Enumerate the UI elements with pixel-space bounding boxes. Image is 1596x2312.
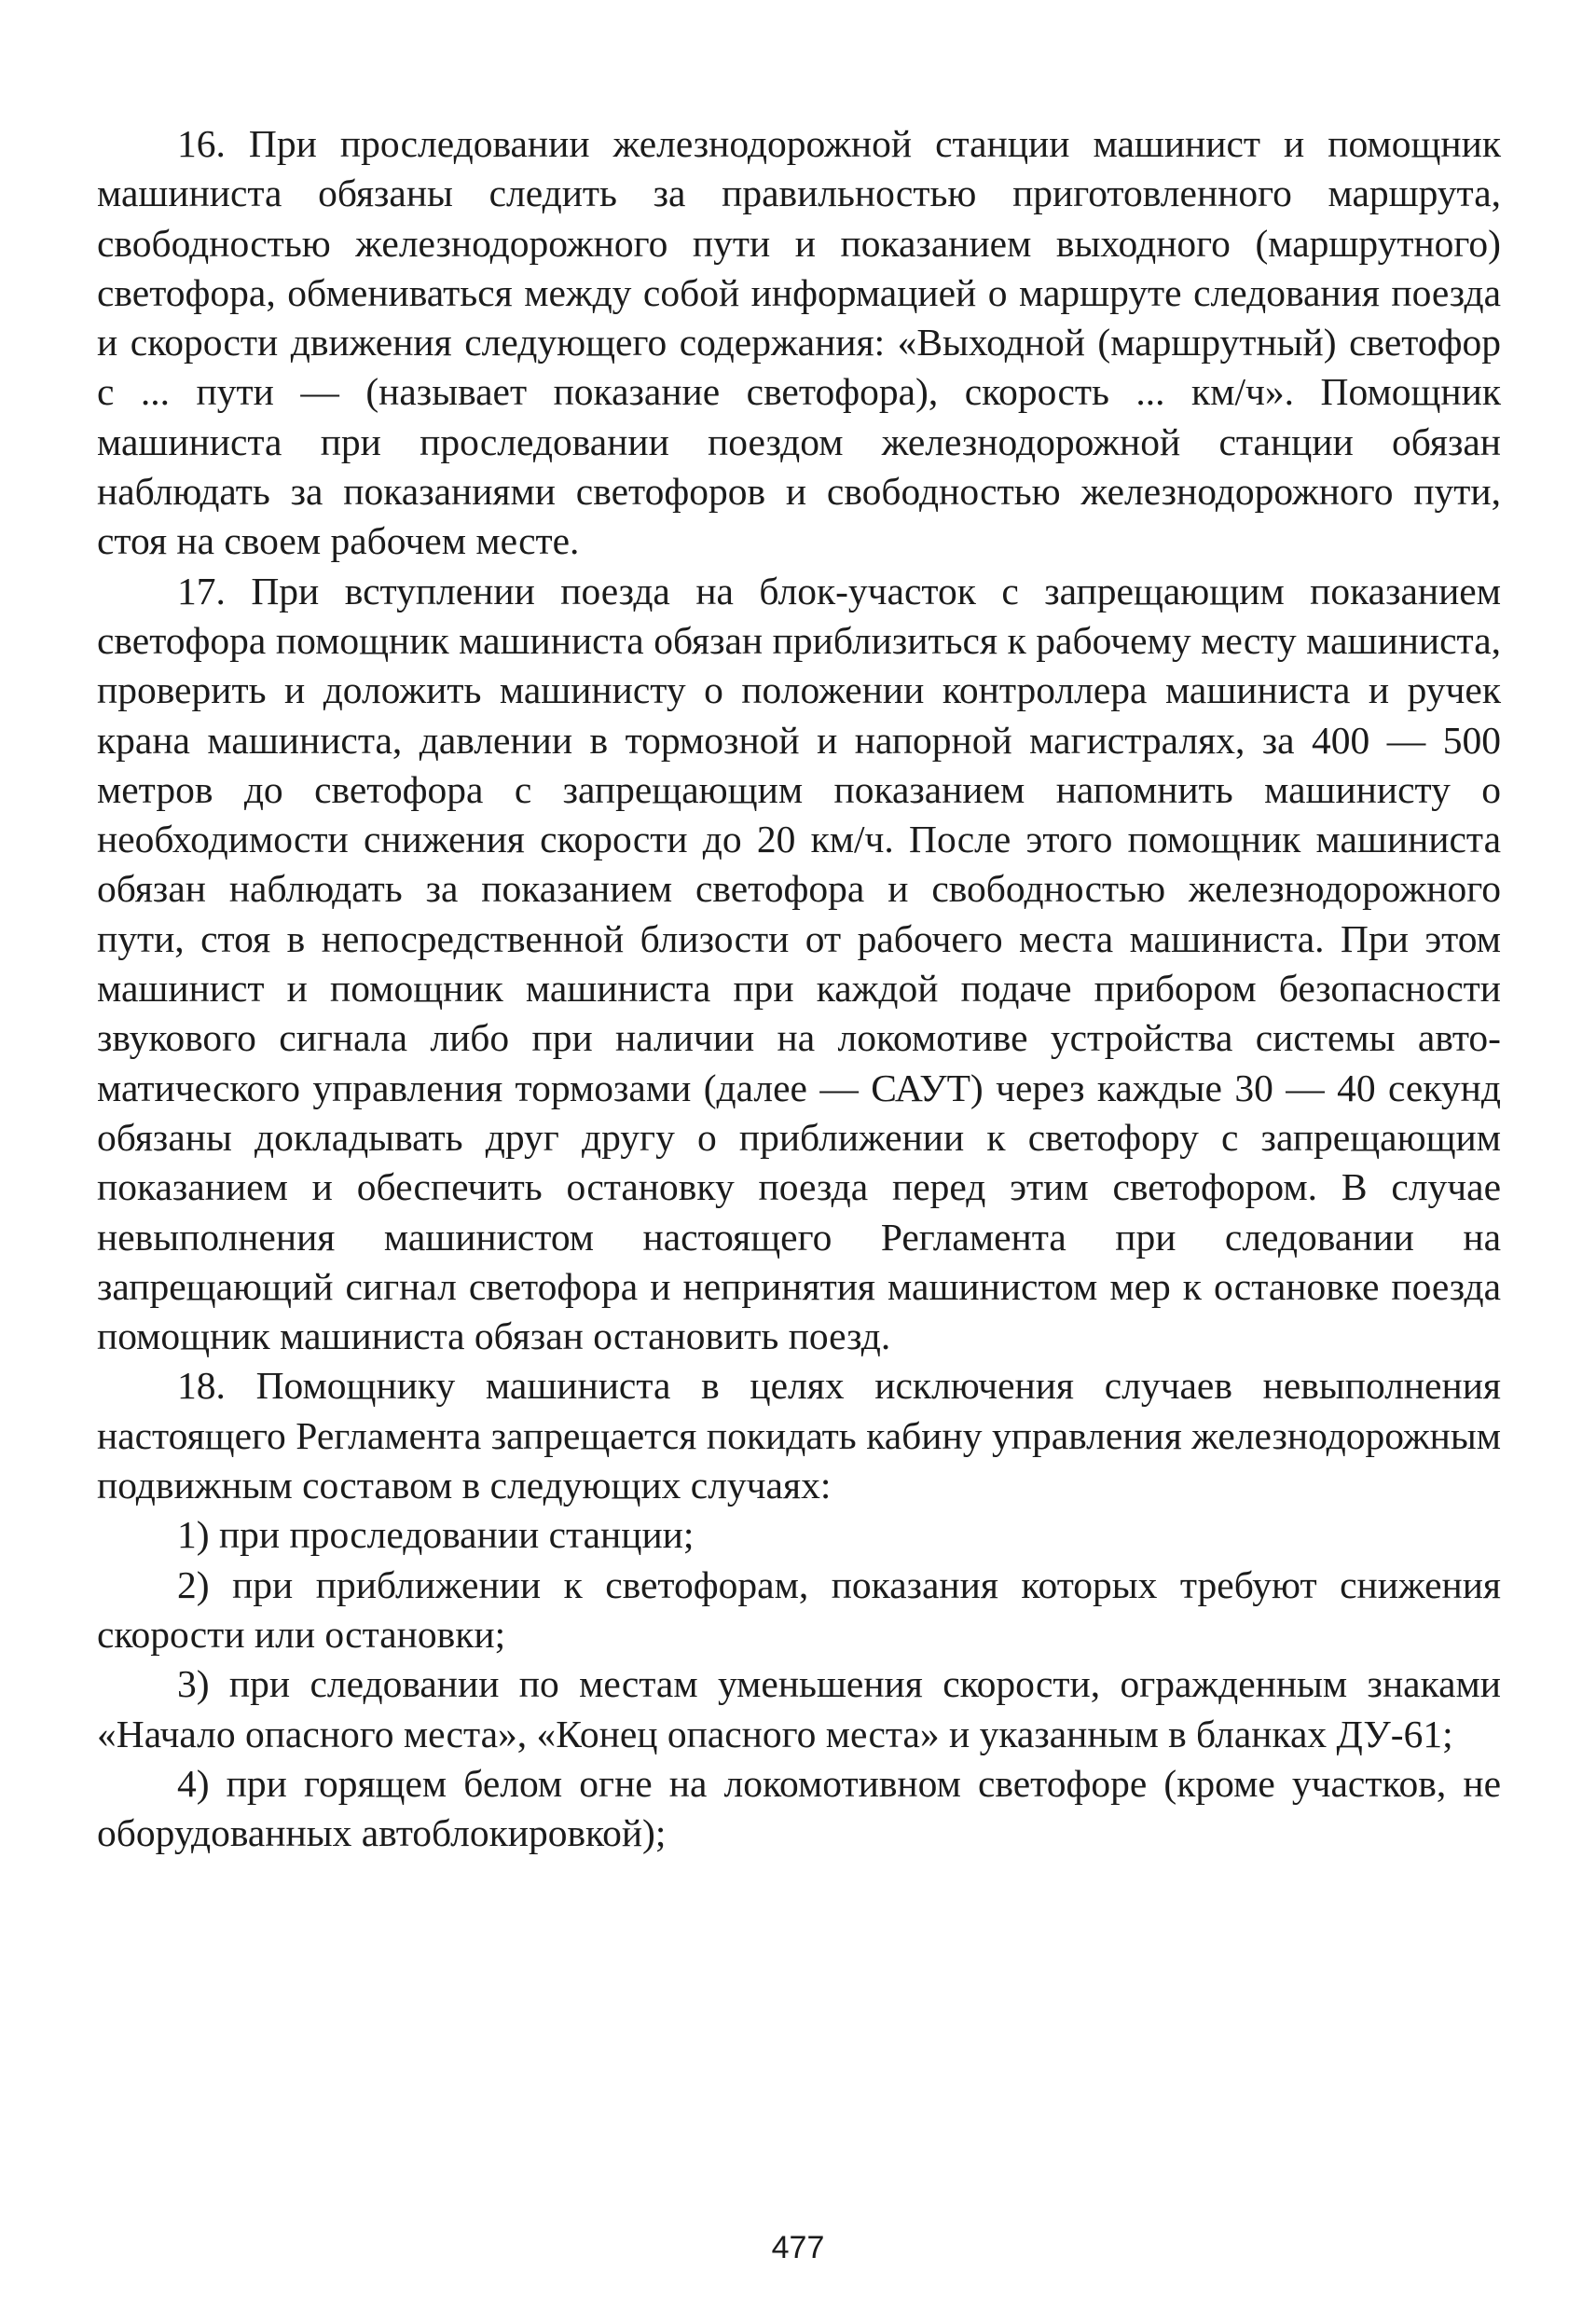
page-number: 477 bbox=[771, 2230, 825, 2265]
paragraph-17: 17. При вступлении поезда на блок-участок с запрещающим показанием светофора помощник машиниста обязан приблизиться к рабочему месту машиниста, проверить и доложить машинисту о положении контроллера машиниста и ручек крана машиниста, давлении в тормозной и напорной магистралях, за 400 — 500 метров до светофора с запрещающим показанием напомнить машинисту о необходимости снижения скорости до 20 км/ч. После этого помощник машиниста обязан наблюдать за показанием светофора и свободностью железнодорожного пути, стоя в непосредственной близости от рабочего места машиниста. При этом машинист и помощник машиниста при каждой подаче прибором безопасности звукового сигнала либо при наличии на локомотиве устройства системы автоматического управления тормозами (далее — САУТ) через каждые 30 — 40 секунд обязаны докладывать друг другу о приближении к светофору с запрещающим показанием и обеспечить остановку поезда перед этим светофором. В случае невыполнения машинистом настоящего Регламента при следовании на запрещающий сигнал светофора и непринятия машинистом мер к остановке поезда помощник машиниста обязан остановить поезд. bbox=[97, 569, 1501, 1358]
list-item-1: 1) при проследовании станции; bbox=[177, 1513, 695, 1557]
paragraph-16: 16. При проследовании железнодорожной станции машинист и помощник машиниста обязаны следить за правильностью приготовленного маршрута, свободностью железнодорожного пути и показанием выходного (маршрутного) светофора, обмениваться между собой информацией о маршруте следования поезда и скорости движения следующего содержания: «Выходной (маршрутный) светофор с ... пути — (называет показание светофора), скорость ... км/ч». Помощник машиниста при проследовании поездом железнодорожной станции обязан наблюдать за показаниями светофоров и свободностью железнодорожного пути, стоя на своем рабочем месте. bbox=[97, 122, 1501, 563]
paragraph-18: 18. Помощнику машиниста в целях исключения случаев невыполнения настоящего Регламента запрещается покидать кабину управления железнодорожным подвижным составом в следующих случаях: bbox=[97, 1364, 1501, 1507]
body-text bbox=[97, 119, 1501, 1858]
list-item-4: 4) при горящем белом огне на локомотивном светофоре (кроме участков, не оборудованных автоблокировкой); bbox=[97, 1761, 1501, 1855]
list-item-2: 2) при приближении к светофорам, показания которых требуют снижения скорости или остановки; bbox=[97, 1562, 1501, 1656]
list-item-3: 3) при следовании по местам уменьшения скорости, огражденным знаками «Начало опасного места», «Конец опасного места» и указанным в бланках ДУ-61; bbox=[97, 1662, 1501, 1755]
